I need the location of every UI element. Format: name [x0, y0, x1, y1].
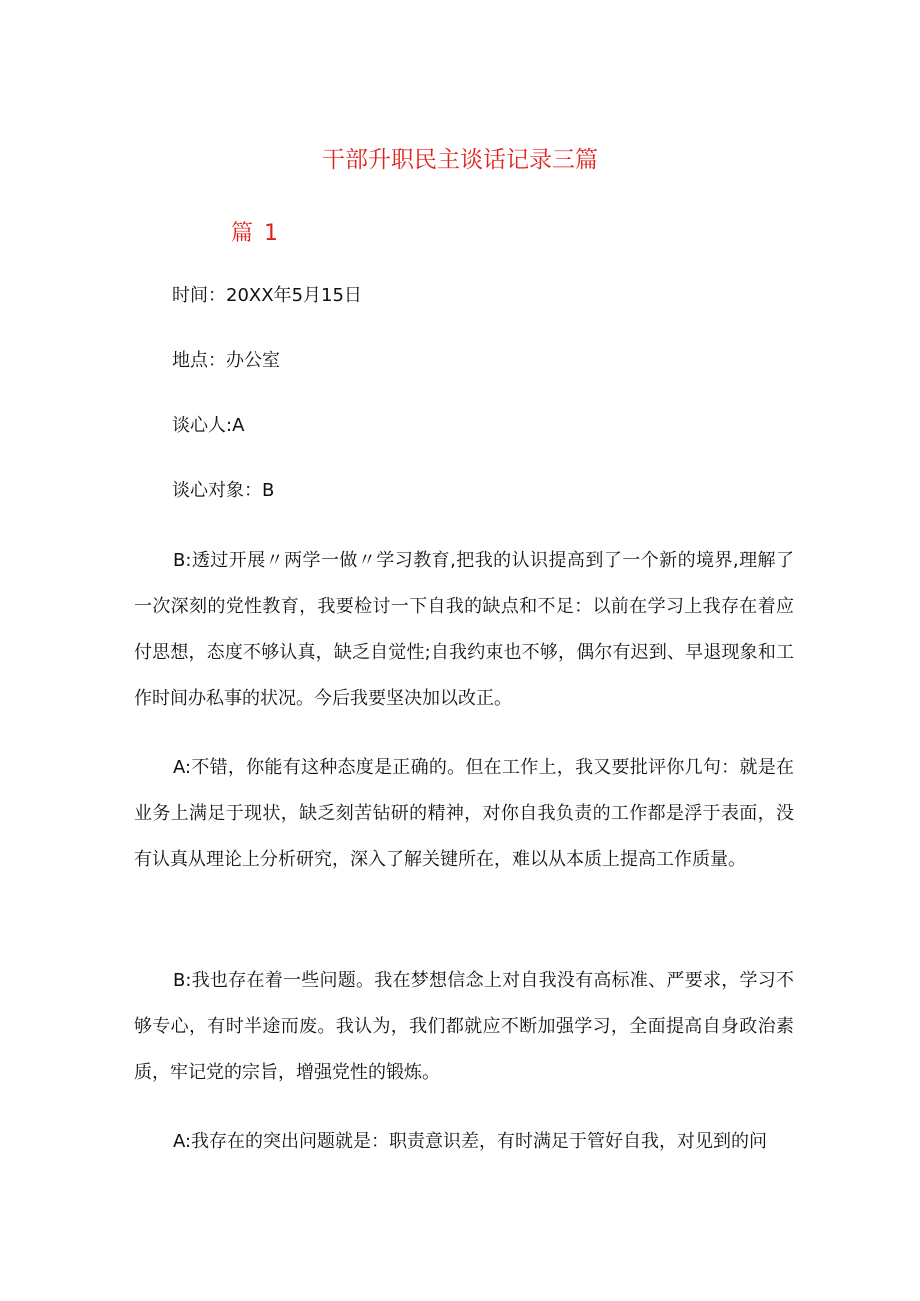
- meta-place: 地点：办公室: [172, 350, 280, 371]
- meta-target: 谈心对象：B: [172, 480, 275, 501]
- dialogue-paragraph: A:我存在的突出问题就是：职责意识差，有时满足于管好自我，对见到的问: [173, 1131, 768, 1152]
- meta-time: 时间：20XX年5月15日: [172, 285, 362, 306]
- dialogue-paragraph: B:我也存在着一些问题。我在梦想信念上对自我没有高标准、严要求，学习不够专心，有时半途而废。我认为，我们都就应不断加强学习，全面提高自身政治素质，牢记党的宗旨，增强党性的锻炼。: [134, 970, 794, 1083]
- document-title: 干部升职民主谈话记录三篇: [322, 147, 598, 173]
- meta-speaker: 谈心人:A: [172, 415, 245, 436]
- dialogue-paragraph: B:透过开展〃两学一做〃学习教育,把我的认识提高到了一个新的境界,理解了一次深刻的党性教育，我要检讨一下自我的缺点和不足：以前在学习上我存在着应付思想，态度不够认真，缺乏自觉性;自我约束也不够，偶尔有迟到、早退现象和工作时间办私事的状况。今后我要坚决加以改正。: [134, 550, 794, 709]
- dialogue-paragraph: A:不错，你能有这种态度是正确的。但在工作上，我又要批评你几句：就是在业务上满足于现状，缺乏刻苦钻研的精神，对你自我负责的工作都是浮于表面，没有认真从理论上分析研究，深入了解关键所在，难以从本质上提高工作质量。: [134, 757, 794, 870]
- section-heading: 篇 1: [231, 221, 280, 246]
